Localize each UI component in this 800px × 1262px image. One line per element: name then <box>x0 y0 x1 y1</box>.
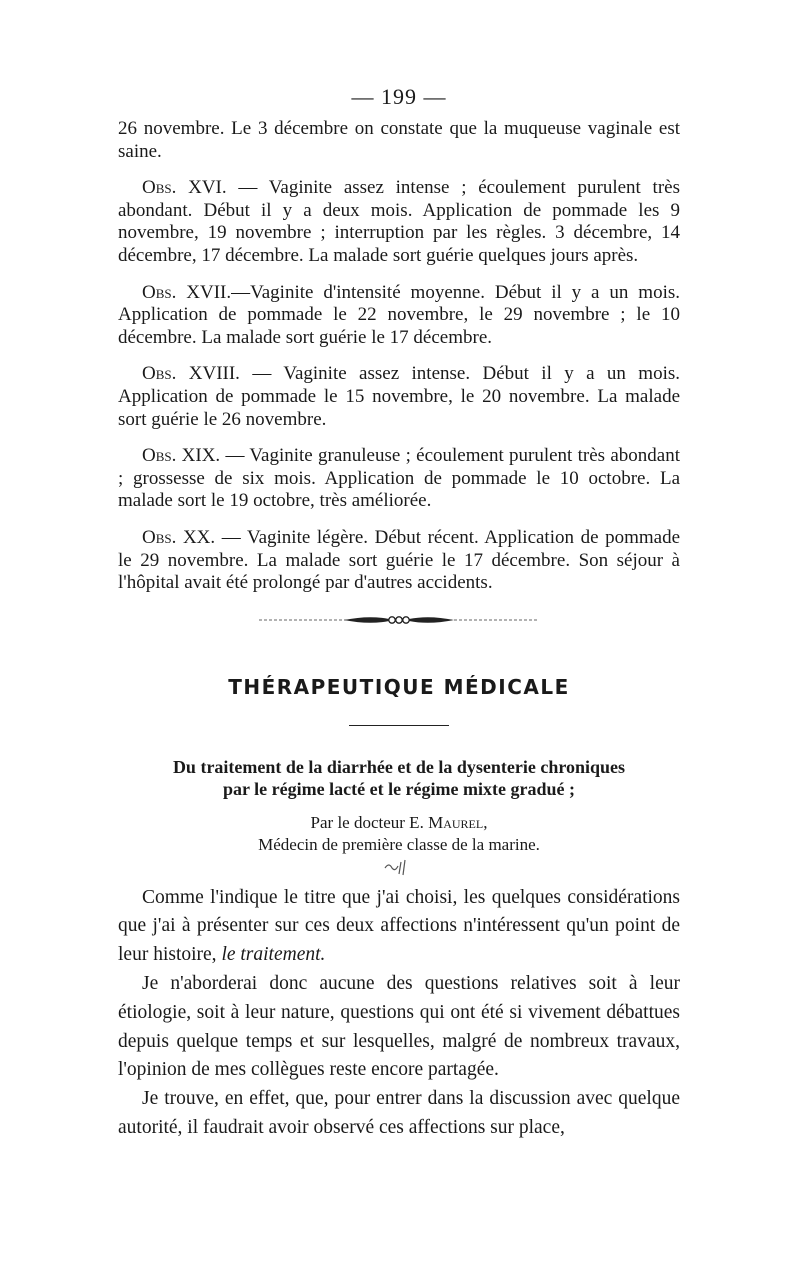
article-title <box>118 756 680 800</box>
article-title-line-1: Du traitement de la diarrhée et de la dysenterie chroniques <box>172 756 626 777</box>
body-paragraph-1-emphasis: le traitement. <box>221 944 326 966</box>
observation-19 <box>118 445 680 513</box>
body-paragraph-3: Je trouve, en effet, que, pour entrer dans la discussion avec quelque autorité, il faudrait avoir observé ces affections sur place, <box>118 1088 680 1139</box>
body-paragraph-1 <box>118 884 680 970</box>
ornament-divider <box>249 613 549 627</box>
author-name: Maurel, <box>428 812 488 832</box>
observation-text: —Vaginite d'intensité moyenne. Début il y a un mois. Application de pommade le 22 novembre, le 29 novembre ; le 10 décembre. La malade sort guérie le 17 décembre. <box>118 281 680 348</box>
section-title: THÉRAPEUTIQUE MÉDICALE <box>228 674 570 699</box>
page-number: — 199 — <box>351 84 447 109</box>
observation-head: Obs. XVII. <box>142 281 232 303</box>
author-byline <box>118 812 680 834</box>
observation-text: — Vaginite assez intense. Début il y a un mois. Application de pommade le 15 novembre, le 20 novembre. La malade sort guérie le 26 novembre. <box>118 363 680 430</box>
ink-mark <box>379 856 419 878</box>
observation-20 <box>118 527 680 595</box>
body-paragraph-2: Je n'aborderai donc aucune des questions relatives soit à leur étiologie, soit à leur nature, questions qui ont été si vivement débattues depuis quelque temps et sur lesquelles, malgré de nombreux travaux, l'opinion de mes collègues reste encore partagée. <box>118 973 680 1081</box>
observation-head: Obs. XVI. <box>142 177 227 199</box>
observation-text: — Vaginite granuleuse ; écoulement purulent très abondant ; grossesse de six mois. Application de pommade le 10 octobre. La malade sort le 19 octobre, très améliorée. <box>118 445 680 512</box>
article-title-line-2: par le régime lacté et le régime mixte gradué ; <box>222 778 575 799</box>
body-paragraph-1-text: Comme l'indique le titre que j'ai choisi, les quelques considérations que j'ai à présenter sur ces deux affections n'intéressent qu'un point de leur histoire, <box>118 886 680 966</box>
document-page <box>118 82 680 1143</box>
title-rule <box>349 725 449 726</box>
byline-prefix: Par le docteur E. <box>310 812 429 832</box>
observation-16 <box>118 177 680 267</box>
continuation-paragraph: 26 novembre. Le 3 décembre on constate que la muqueuse vaginale est saine. <box>118 118 680 162</box>
observation-text: — Vaginite légère. Début récent. Application de pommade le 29 novembre. La malade sort guérie le 17 décembre. Son séjour à l'hôpital avait été prolongé par d'autres accidents. <box>118 526 680 594</box>
observation-head: Obs. XX. <box>142 526 216 548</box>
article-body <box>118 884 680 1143</box>
observation-head: Obs. XVIII. <box>142 363 240 385</box>
observation-text: — Vaginite assez intense ; écoulement purulent très abondant. Début il y a deux mois. Application de pommade les 9 novembre, 19 novembre ; interruption par les règles. 3 décembre, 14 décembre, 17 décembre. La malade sort guérie quelques jours après. <box>118 177 680 266</box>
author-affiliation: Médecin de première classe de la marine. <box>258 834 540 854</box>
observation-17 <box>118 282 680 350</box>
observation-head: Obs. XIX. <box>142 445 221 467</box>
observation-18 <box>118 363 680 431</box>
